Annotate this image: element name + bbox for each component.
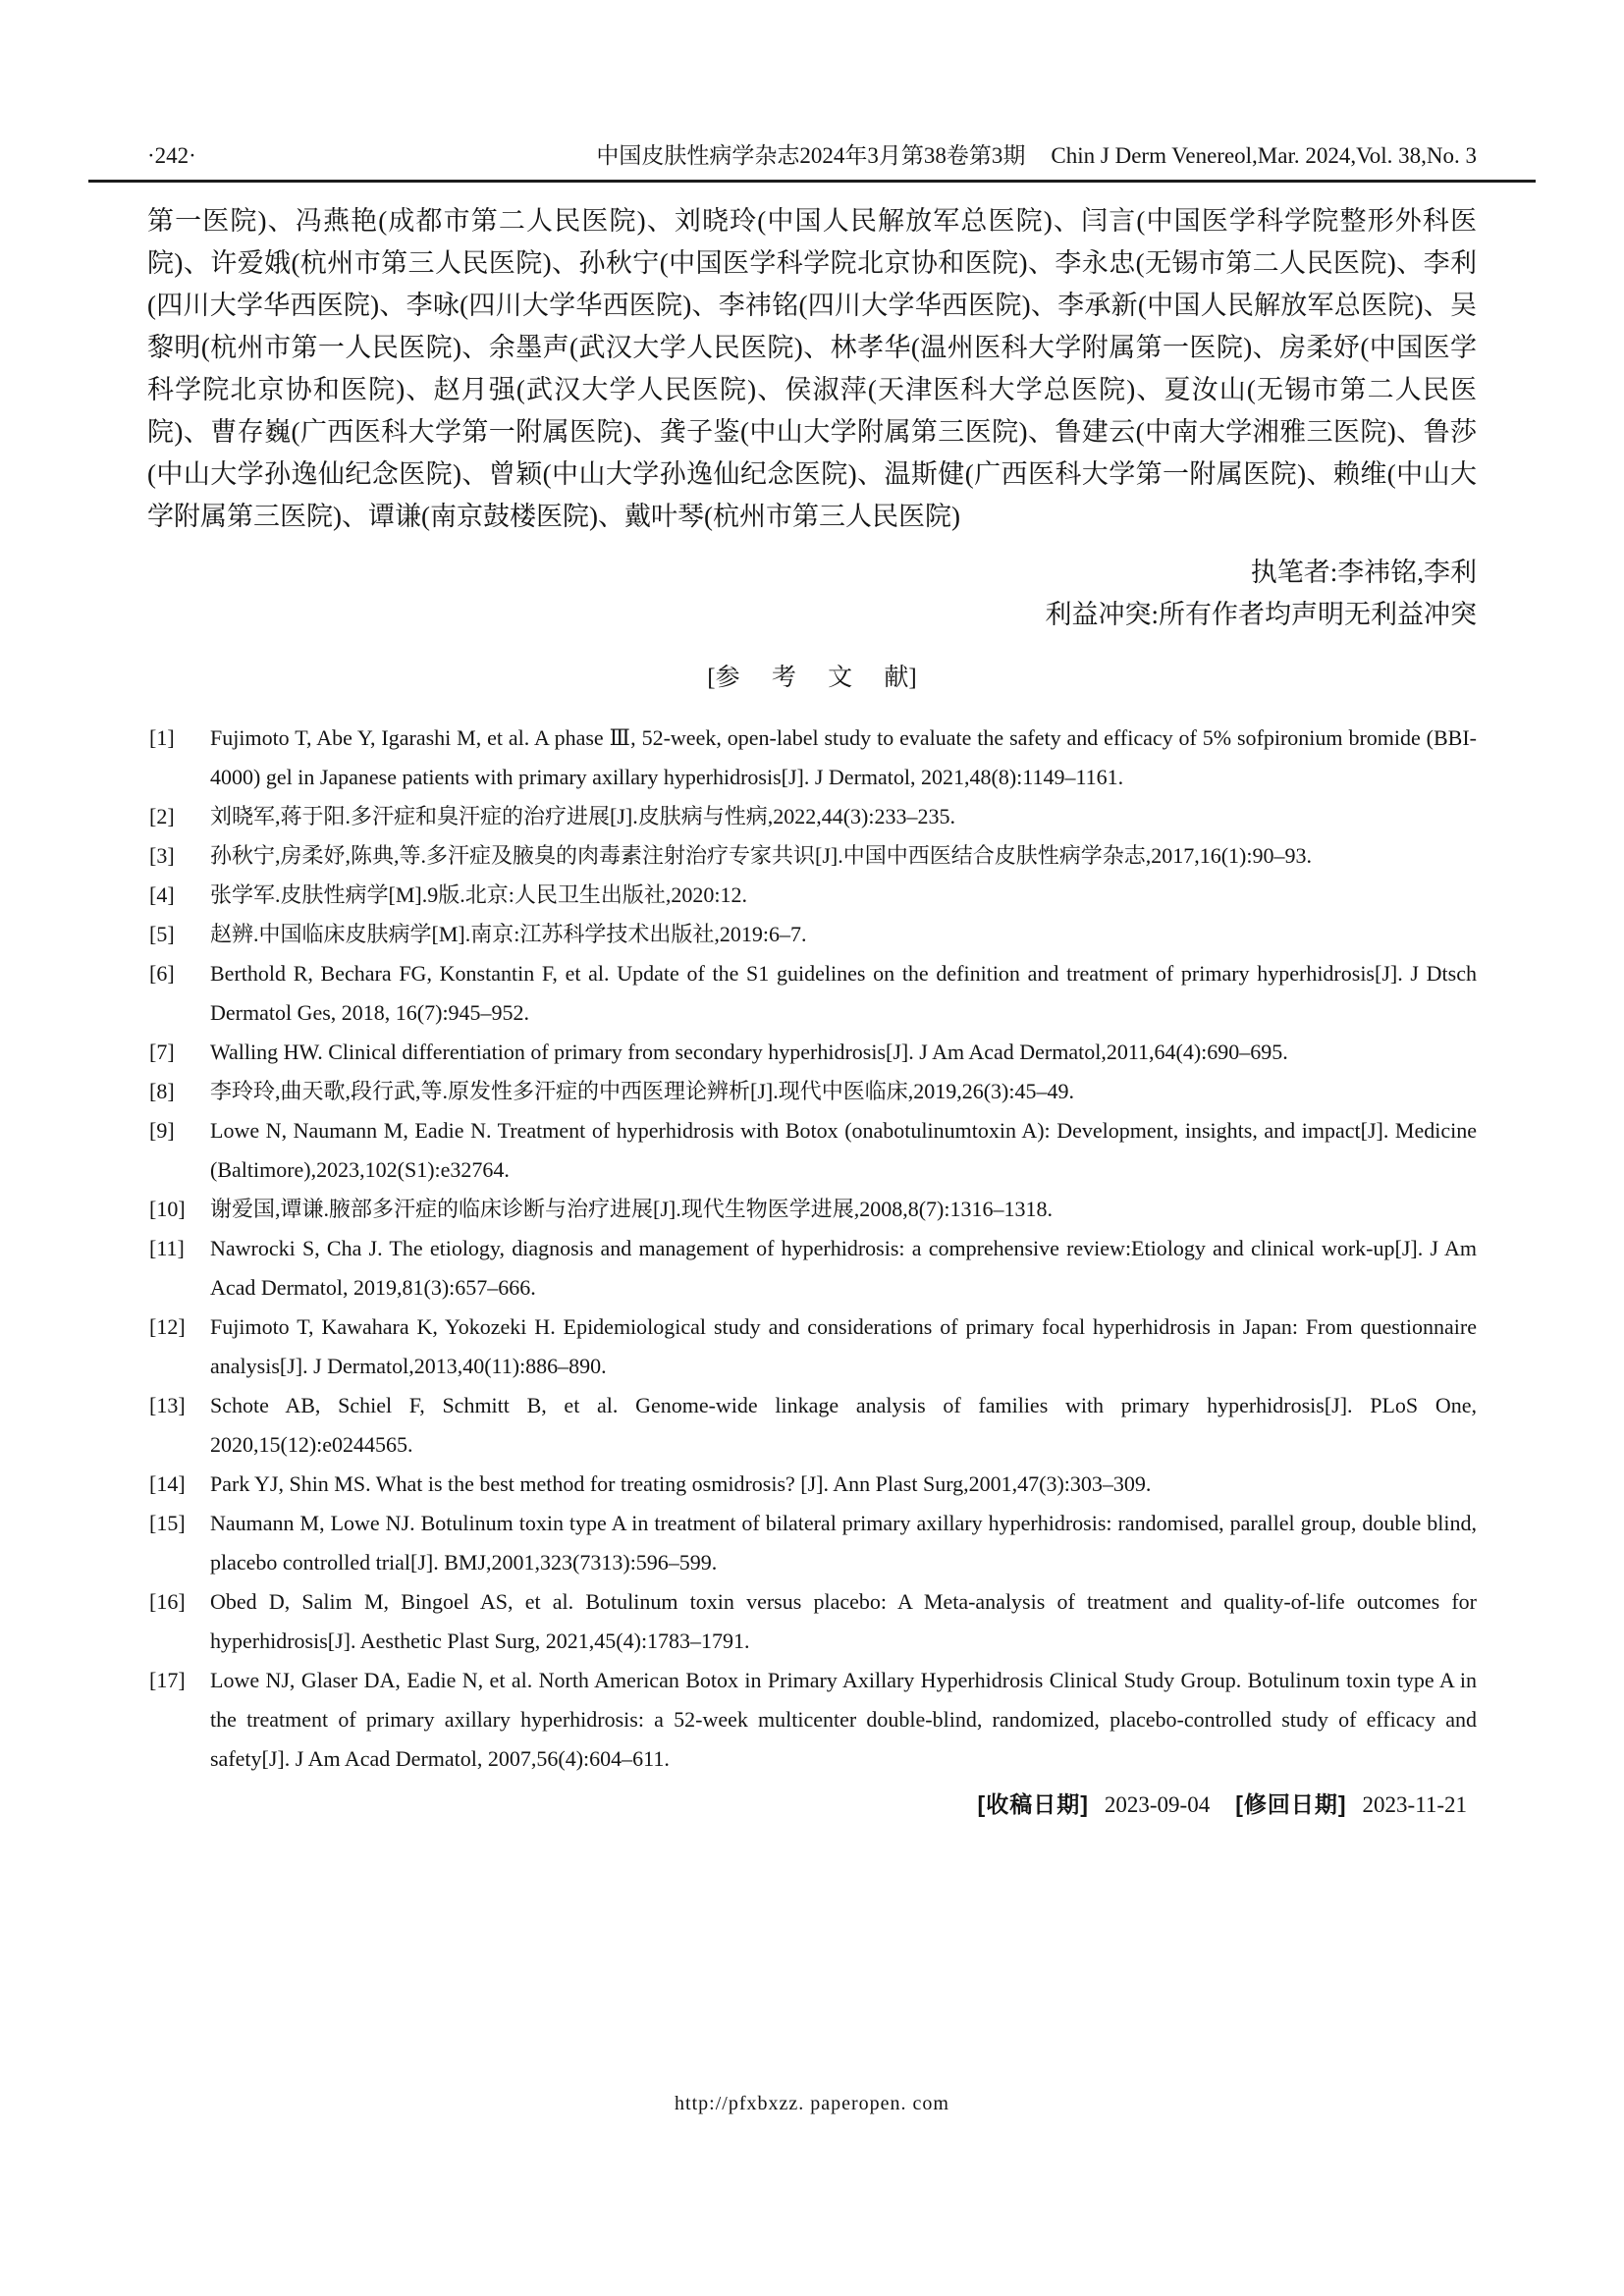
reference-number: [13] xyxy=(149,1393,186,1417)
manuscript-dates-line xyxy=(147,1785,1467,1825)
reference-item xyxy=(147,797,1477,836)
page-footer xyxy=(0,2093,1624,2115)
writer-line: 执笔者:李祎铭,李利 xyxy=(1250,558,1477,587)
reference-number: [16] xyxy=(149,1589,186,1614)
reference-text: Berthold R, Bechara FG, Konstantin F, et al. Update of the S1 guidelines on the definition and treatment of primary hyperhidrosis[J]. J Dtsch Dermatol Ges, 2018, 16(7):945–952. xyxy=(210,961,1477,1025)
reference-item xyxy=(147,1465,1477,1504)
page-body xyxy=(147,200,1477,1825)
reference-number: [14] xyxy=(149,1471,186,1496)
reference-number: [15] xyxy=(149,1511,186,1535)
reference-item xyxy=(147,876,1477,915)
footer-url: http://pfxbxzz. paperopen. com xyxy=(675,2093,949,2114)
reference-item xyxy=(147,1111,1477,1190)
reference-text: 谢爱国,谭谦.腋部多汗症的临床诊断与治疗进展[J].现代生物医学进展,2008,8(7):1316–1318. xyxy=(210,1197,1053,1221)
journal-title-cn: 中国皮肤性病学杂志2024年3月第38卷第3期 xyxy=(596,143,1026,168)
received-date-value: 2023-09-04 xyxy=(1104,1792,1211,1817)
reference-text: 刘晓军,蒋于阳.多汗症和臭汗症的治疗进展[J].皮肤病与性病,2022,44(3):233–235. xyxy=(210,804,955,828)
references-heading: [参 考 文 献] xyxy=(707,665,917,691)
reference-text: Walling HW. Clinical differentiation of primary from secondary hyperhidrosis[J]. J Am Acad Dermatol,2011,64(4):690–695. xyxy=(210,1040,1288,1064)
header-rule xyxy=(88,180,1536,183)
reference-text: Naumann M, Lowe NJ. Botulinum toxin type A in treatment of bilateral primary axillary hyperhidrosis: randomised, parallel group, double blind, placebo controlled trial[J]. BMJ,2001,323(7313):596–599. xyxy=(210,1511,1477,1575)
reference-item xyxy=(147,1229,1477,1308)
reference-text: 李玲玲,曲天歌,段行武,等.原发性多汗症的中西医理论辨析[J].现代中医临床,2019,26(3):45–49. xyxy=(210,1079,1074,1103)
reference-text: Fujimoto T, Abe Y, Igarashi M, et al. A phase Ⅲ, 52-week, open-label study to evaluate the safety and efficacy of 5% sofpironium bromide (BBI-4000) gel in Japanese patients with primary axillary hyperhidrosis[J]. J Dermatol, 2021,48(8):1149–1161. xyxy=(210,725,1477,789)
reference-number: [8] xyxy=(149,1079,175,1103)
revised-date-value: 2023-11-21 xyxy=(1362,1792,1467,1817)
reference-item xyxy=(147,1033,1477,1072)
reference-item xyxy=(147,836,1477,876)
reference-item xyxy=(147,1190,1477,1229)
reference-list xyxy=(147,719,1477,1779)
reference-number: [4] xyxy=(149,882,175,907)
conflict-of-interest-line: 利益冲突:所有作者均声明无利益冲突 xyxy=(1045,600,1477,629)
reference-item xyxy=(147,954,1477,1033)
reference-number: [5] xyxy=(149,922,175,946)
reference-text: Fujimoto T, Kawahara K, Yokozeki H. Epidemiological study and considerations of primary focal hyperhidrosis in Japan: From questionnaire analysis[J]. J Dermatol,2013,40(11):886–890. xyxy=(210,1314,1477,1378)
journal-title-en: Chin J Derm Venereol,Mar. 2024,Vol. 38,No. 3 xyxy=(1051,143,1477,168)
reference-item xyxy=(147,1386,1477,1465)
reference-number: [6] xyxy=(149,961,175,986)
reference-item xyxy=(147,1582,1477,1661)
running-head xyxy=(147,139,1477,173)
page-number: ·242· xyxy=(147,143,196,168)
reference-number: [11] xyxy=(149,1236,185,1260)
reference-number: [9] xyxy=(149,1118,175,1143)
reference-number: [17] xyxy=(149,1668,186,1692)
author-affiliation-paragraph: 第一医院)、冯燕艳(成都市第二人民医院)、刘晓玲(中国人民解放军总医院)、闫言(中国医学科学院整形外科医院)、许爱娥(杭州市第三人民医院)、孙秋宁(中国医学科学院北京协和医院)、李永忠(无锡市第二人民医院)、李利(四川大学华西医院)、李咏(四川大学华西医院)、李祎铭(四川大学华西医院)、李承新(中国人民解放军总医院)、吴黎明(杭州市第一人民医院)、余墨声(武汉大学人民医院)、林孝华(温州医科大学附属第一医院)、房柔妤(中国医学科学院北京协和医院)、赵月强(武汉大学人民医院)、侯淑萍(天津医科大学总医院)、夏汝山(无锡市第二人民医院)、曹存巍(广西医科大学第一附属医院)、龚子鉴(中山大学附属第三医院)、鲁建云(中南大学湘雅三医院)、鲁莎(中山大学孙逸仙纪念医院)、曾颖(中山大学孙逸仙纪念医院)、温斯健(广西医科大学第一附属医院)、赖维(中山大学附属第三医院)、谭谦(南京鼓楼医院)、戴叶琴(杭州市第三人民医院) xyxy=(147,206,1477,531)
reference-number: [10] xyxy=(149,1197,186,1221)
reference-text: 孙秋宁,房柔妤,陈典,等.多汗症及腋臭的肉毒素注射治疗专家共识[J].中国中西医结合皮肤性病学杂志,2017,16(1):90–93. xyxy=(210,843,1312,868)
received-date-label: [收稿日期] xyxy=(977,1791,1089,1817)
reference-item xyxy=(147,1308,1477,1386)
reference-item xyxy=(147,1661,1477,1779)
reference-number: [3] xyxy=(149,843,175,868)
reference-number: [1] xyxy=(149,725,175,750)
reference-text: 张学军.皮肤性病学[M].9版.北京:人民卫生出版社,2020:12. xyxy=(210,882,747,907)
reference-item xyxy=(147,1504,1477,1582)
revised-date-label: [修回日期] xyxy=(1235,1791,1347,1817)
reference-text: Nawrocki S, Cha J. The etiology, diagnosis and management of hyperhidrosis: a comprehensive review:Etiology and clinical work-up[J]. J Am Acad Dermatol, 2019,81(3):657–666. xyxy=(210,1236,1477,1300)
reference-text: Lowe N, Naumann M, Eadie N. Treatment of hyperhidrosis with Botox (onabotulinumtoxin A): Development, insights, and impact[J]. Medicine (Baltimore),2023,102(S1):e32764. xyxy=(210,1118,1477,1182)
reference-text: Park YJ, Shin MS. What is the best method for treating osmidrosis? [J]. Ann Plast Surg,2001,47(3):303–309. xyxy=(210,1471,1152,1496)
reference-text: Obed D, Salim M, Bingoel AS, et al. Botulinum toxin versus placebo: A Meta-analysis of treatment and quality-of-life outcomes for hyperhidrosis[J]. Aesthetic Plast Surg, 2021,45(4):1783–1791. xyxy=(210,1589,1477,1653)
reference-text: Lowe NJ, Glaser DA, Eadie N, et al. North American Botox in Primary Axillary Hyperhidrosis Clinical Study Group. Botulinum toxin type A in the treatment of primary axillary hyperhidrosis: a 52-week multicenter double-blind, randomized, placebo-controlled study of efficacy and safety[J]. J Am Acad Dermatol, 2007,56(4):604–611. xyxy=(210,1668,1477,1771)
reference-text: 赵辨.中国临床皮肤病学[M].南京:江苏科学技术出版社,2019:6–7. xyxy=(210,922,807,946)
journal-info xyxy=(596,139,1477,173)
reference-item xyxy=(147,915,1477,954)
reference-number: [12] xyxy=(149,1314,186,1339)
reference-number: [7] xyxy=(149,1040,175,1064)
reference-item xyxy=(147,1072,1477,1111)
reference-item xyxy=(147,719,1477,797)
reference-number: [2] xyxy=(149,804,175,828)
reference-text: Schote AB, Schiel F, Schmitt B, et al. Genome-wide linkage analysis of families with primary hyperhidrosis[J]. PLoS One, 2020,15(12):e0244565. xyxy=(210,1393,1477,1457)
